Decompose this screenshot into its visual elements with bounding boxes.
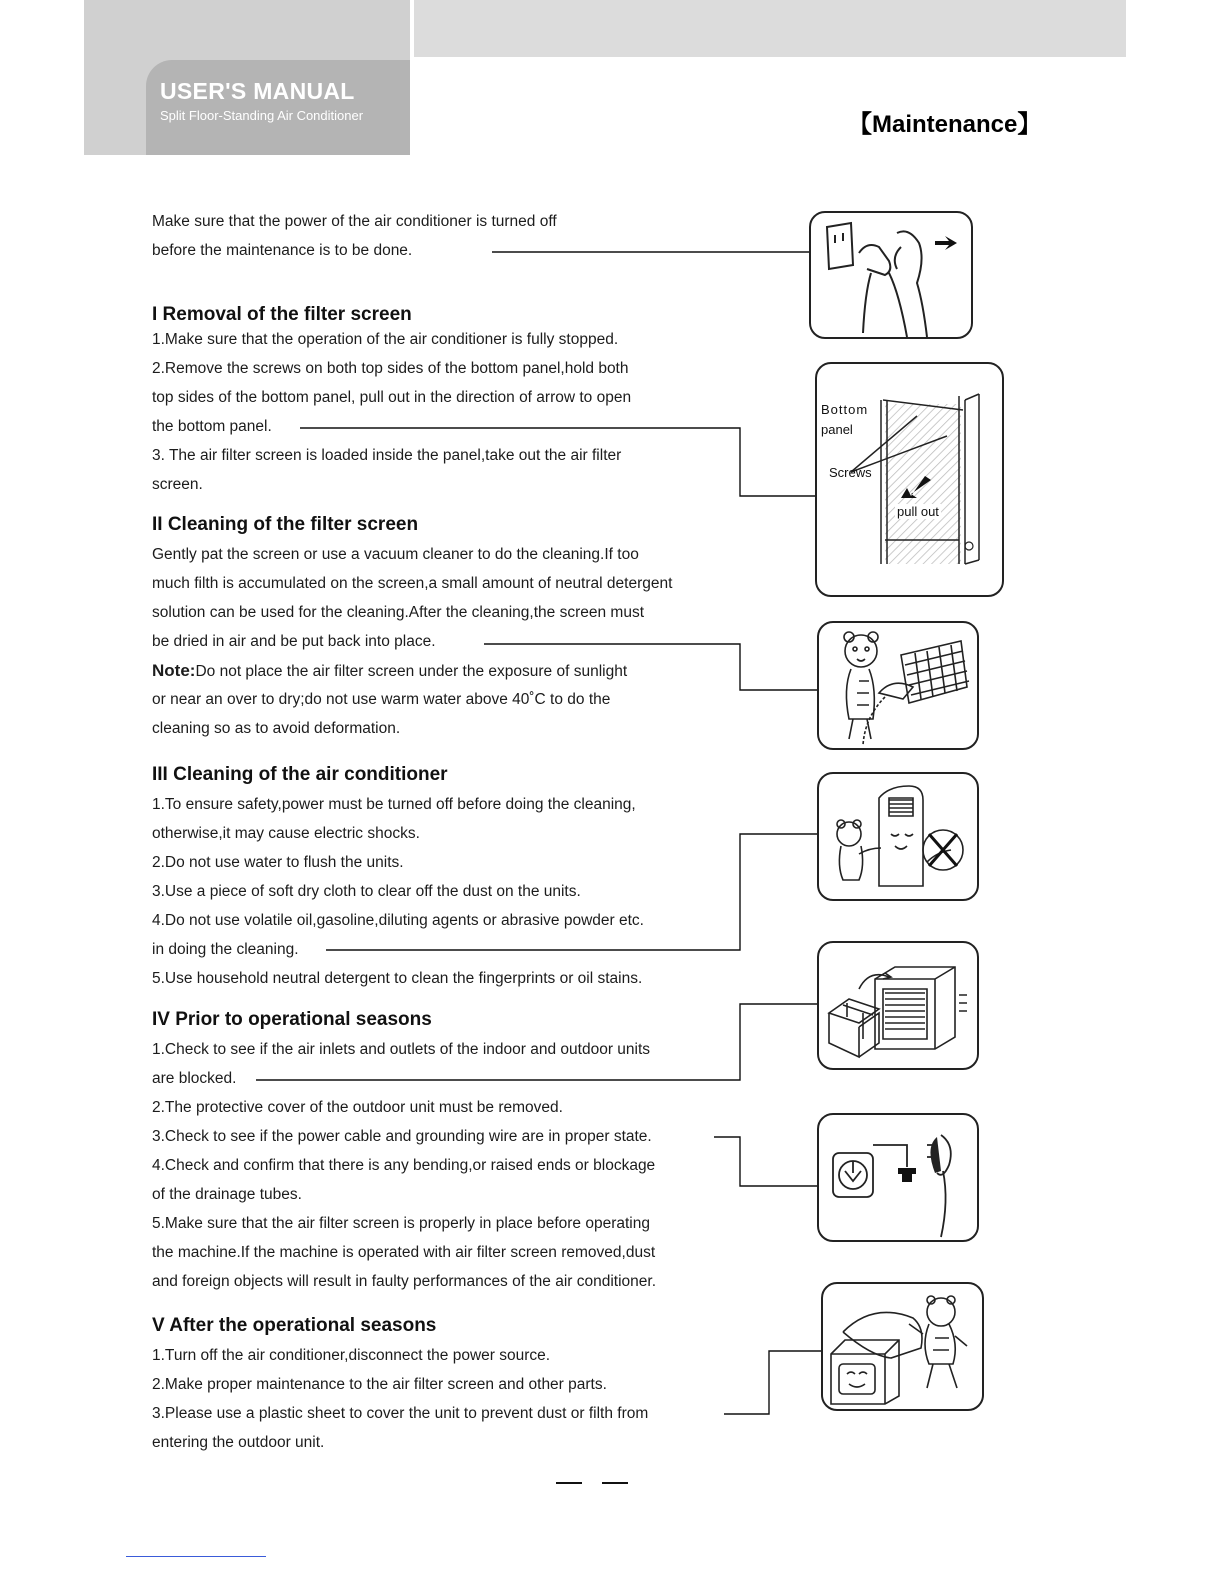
body-line: 1.Check to see if the air inlets and outlets of the indoor and outdoor units: [152, 1041, 651, 1058]
body-line: 3.Check to see if the power cable and grounding wire are in proper state.: [152, 1128, 652, 1145]
body-line: 1.Turn off the air conditioner,disconnect the power source.: [152, 1347, 551, 1364]
body-line: solution can be used for the cleaning.After the cleaning,the screen must: [152, 604, 644, 621]
body-line: 2.Do not use water to flush the units.: [152, 854, 404, 871]
body-line: cleaning so as to avoid deformation.: [152, 720, 401, 737]
section-heading: II Cleaning of the filter screen: [152, 514, 419, 535]
manual-title: USER'S MANUAL: [160, 78, 355, 104]
remove-cover-icon: [817, 941, 979, 1070]
body-line: 3.Please use a plastic sheet to cover the unit to prevent dust or filth from: [152, 1405, 649, 1422]
body-line: 2.The protective cover of the outdoor unit must be removed.: [152, 1099, 563, 1116]
body-line: 2.Make proper maintenance to the air filter screen and other parts.: [152, 1376, 607, 1393]
note-label: Note:: [152, 661, 196, 680]
body-line: much filth is accumulated on the screen,a small amount of neutral detergent: [152, 575, 673, 592]
body-line: are blocked.: [152, 1070, 237, 1087]
intro-line: Make sure that the power of the air conditioner is turned off: [152, 213, 557, 230]
section-heading: I Removal of the filter screen: [152, 304, 412, 325]
manual-subtitle: Split Floor-Standing Air Conditioner: [160, 108, 364, 123]
body-line: otherwise,it may cause electric shocks.: [152, 825, 420, 842]
page-number-mark: [602, 1482, 628, 1484]
body-line: the machine.If the machine is operated with air filter screen removed,dust: [152, 1244, 656, 1261]
screws-label: Screws: [829, 465, 872, 480]
bottom-label: Bottom: [821, 402, 869, 417]
unplug-icon: [809, 211, 973, 339]
pull-out-label: pull out: [897, 504, 939, 519]
body-line: 5.Use household neutral detergent to clean the fingerprints or oil stains.: [152, 970, 643, 987]
body-line: in doing the cleaning.: [152, 941, 299, 958]
body-line: 4.Check and confirm that there is any bending,or raised ends or blockage: [152, 1157, 656, 1174]
body-line: be dried in air and be put back into place.: [152, 633, 436, 650]
body-line: 1.To ensure safety,power must be turned off before doing the cleaning,: [152, 796, 636, 813]
page-title: 【Maintenance】: [848, 111, 1042, 138]
section-heading: V After the operational seasons: [152, 1315, 437, 1336]
body-line: and foreign objects will result in faulty performances of the air conditioner.: [152, 1273, 657, 1290]
body-line: 1.Make sure that the operation of the air conditioner is fully stopped.: [152, 331, 619, 348]
body-line: 4.Do not use volatile oil,gasoline,diluting agents or abrasive powder etc.: [152, 912, 644, 929]
footer-line: [126, 1556, 266, 1557]
body-line: 2.Remove the screws on both top sides of the bottom panel,hold both: [152, 360, 629, 377]
panel-label: panel: [821, 422, 853, 437]
body-line: top sides of the bottom panel, pull out in the direction of arrow to open: [152, 389, 632, 406]
body-line: 5.Make sure that the air filter screen is properly in place before operating: [152, 1215, 650, 1232]
grounding-icon: [817, 1113, 979, 1242]
body-line: 3.Use a piece of soft dry cloth to clear off the dust on the units.: [152, 883, 581, 900]
body-line: Gently pat the screen or use a vacuum cleaner to do the cleaning.If too: [152, 546, 639, 563]
body-line: entering the outdoor unit.: [152, 1434, 325, 1451]
note-text: Do not place the air filter screen under the exposure of sunlight: [195, 663, 628, 680]
page-number-mark: [556, 1482, 582, 1484]
body-line: 3. The air filter screen is loaded inside the panel,take out the air filter: [152, 447, 622, 464]
cover-unit-icon: [821, 1282, 984, 1411]
body-line: of the drainage tubes.: [152, 1186, 302, 1203]
bottom-panel-diagram-icon: [815, 362, 1004, 597]
body-line: screen.: [152, 476, 203, 493]
intro-line: before the maintenance is to be done.: [152, 242, 413, 259]
filter-cleaning-icon: [817, 621, 979, 750]
body-line: the bottom panel.: [152, 418, 272, 435]
section-heading: IV Prior to operational seasons: [152, 1009, 432, 1030]
cleaning-unit-icon: [817, 772, 979, 901]
body-line: or near an over to dry;do not use warm water above 40˚C to do the: [152, 691, 611, 708]
section-heading: III Cleaning of the air conditioner: [152, 764, 448, 785]
